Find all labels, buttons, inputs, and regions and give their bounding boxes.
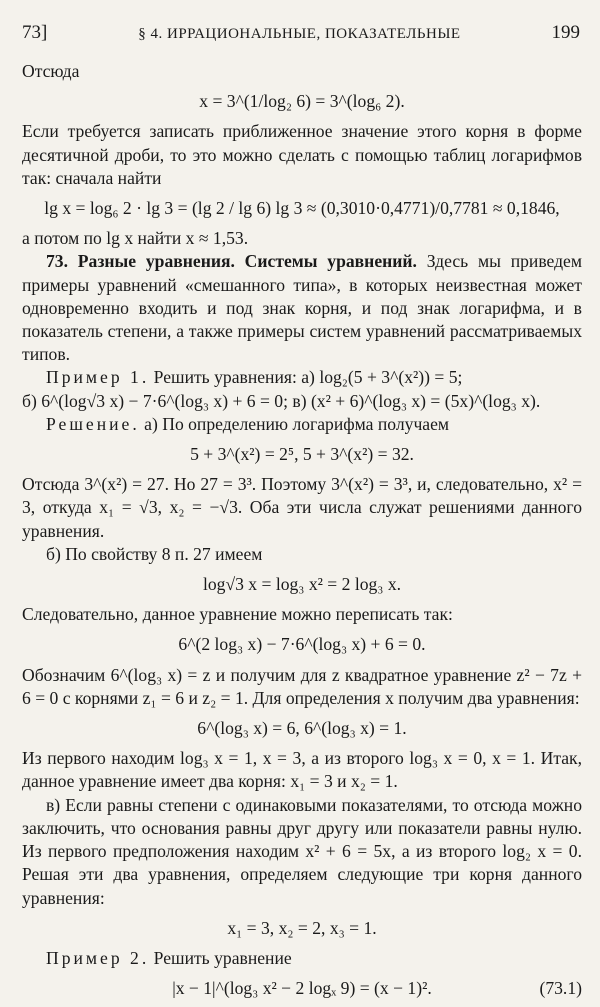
example-1 (22, 366, 582, 389)
section-heading: 73. Разные уравнения. Системы уравнений. (46, 251, 417, 272)
example-2 (22, 947, 582, 970)
formula: x = 3^(1/log₂ 6) = 3^(log₆ 2). (199, 91, 405, 112)
paragraph: б) 6^(log√3 x) − 7·6^(log₃ x) + 6 = 0; в) (x² + 6)^(log₃ x) = (5x)^(log₃ x). (22, 390, 541, 411)
example-text: Решить уравнения: а) log₂(5 + 3^(x²)) = 5; (153, 367, 463, 388)
formula: x₁ = 3, x₂ = 2, x₃ = 1. (227, 917, 377, 938)
formula: 6^(log₃ x) = 6, 6^(log₃ x) = 1. (197, 718, 407, 739)
formula: lg x = log₆ 2 · lg 3 = (lg 2 / lg 6) lg 3 ≈ (0,3010·0,4771)/0,7781 ≈ 0,1846, (44, 198, 560, 219)
page-body (22, 60, 582, 1007)
formula: log√3 x = log₃ x² = 2 log₃ x. (202, 574, 402, 595)
solution-label: Решение. (46, 413, 140, 434)
solution (22, 413, 582, 436)
paragraph: а потом по lg x найти x ≈ 1,53. (22, 228, 249, 249)
formula: |x − 1|^(log₃ x² − 2 logₓ 9) = (x − 1)². (172, 978, 432, 999)
formula: 5 + 3^(x²) = 2⁵, 5 + 3^(x²) = 32. (190, 444, 414, 465)
example-label: Пример 1. (46, 367, 150, 388)
running-header (22, 22, 580, 44)
section-73-paragraph (22, 250, 582, 366)
example-label: Пример 2. (46, 947, 150, 968)
paragraph: в) Если равны степени с одинаковыми показателями, то отсюда можно заключить, что основания равны друг другу или показатели равны нулю. Из первого предположения находим x² + 6 = 5x, а из второго log₂ x = 0. Решая эти два уравнения, определяем следующие три корня данного уравнения: (22, 794, 582, 908)
equation-number: (73.1) (539, 978, 582, 999)
running-title: § 4. ИРРАЦИОНАЛЬНЫЕ, ПОКАЗАТЕЛЬНЫЕ (138, 26, 461, 42)
paragraph: б) По свойству 8 п. 27 имеем (46, 543, 263, 564)
section-text: Здесь мы приведем примеры уравнений «смешанного типа», в которых неизвестная может одновременно входить и под знак корня, и под знак логарифма, и в показатель степени, а также примеры систем уравнений рассматриваемых типов. (22, 251, 583, 365)
paragraph: Следовательно, данное уравнение можно переписать так: (22, 604, 453, 625)
paragraph: Если требуется записать приближенное значение этого корня в форме десятичной дроби, то это можно сделать с помощью таблиц логарифмов так: сначала найти (22, 121, 582, 188)
formula: 6^(2 log₃ x) − 7·6^(log₃ x) + 6 = 0. (178, 634, 426, 655)
paragraph: Из первого находим log₃ x = 1, x = 3, а из второго log₃ x = 0, x = 1. Итак, данное уравнение имеет два корня: x₁ = 3 и x₂ = 1. (22, 748, 582, 792)
paragraph: Обозначим 6^(log₃ x) = z и получим для z квадратное уравнение z² − 7z + 6 = 0 с корнями z₁ = 6 и z₂ = 1. Для определения x получим два уравнения: (22, 664, 582, 708)
paragraph: Отсюда (22, 61, 80, 81)
solution-text: а) По определению логарифма получаем (144, 413, 450, 434)
example-text: Решить уравнение (153, 947, 292, 968)
page-number: 199 (551, 22, 580, 43)
section-marker: 73] (22, 22, 48, 43)
paragraph: Отсюда 3^(x²) = 27. Но 27 = 3³. Поэтому 3^(x²) = 3³, и, следовательно, x² = 3, откуда x₁ = √3, x₂ = −√3. Оба эти числа служат решениями данного уравнения. (22, 474, 582, 541)
numbered-formula (22, 977, 582, 1000)
